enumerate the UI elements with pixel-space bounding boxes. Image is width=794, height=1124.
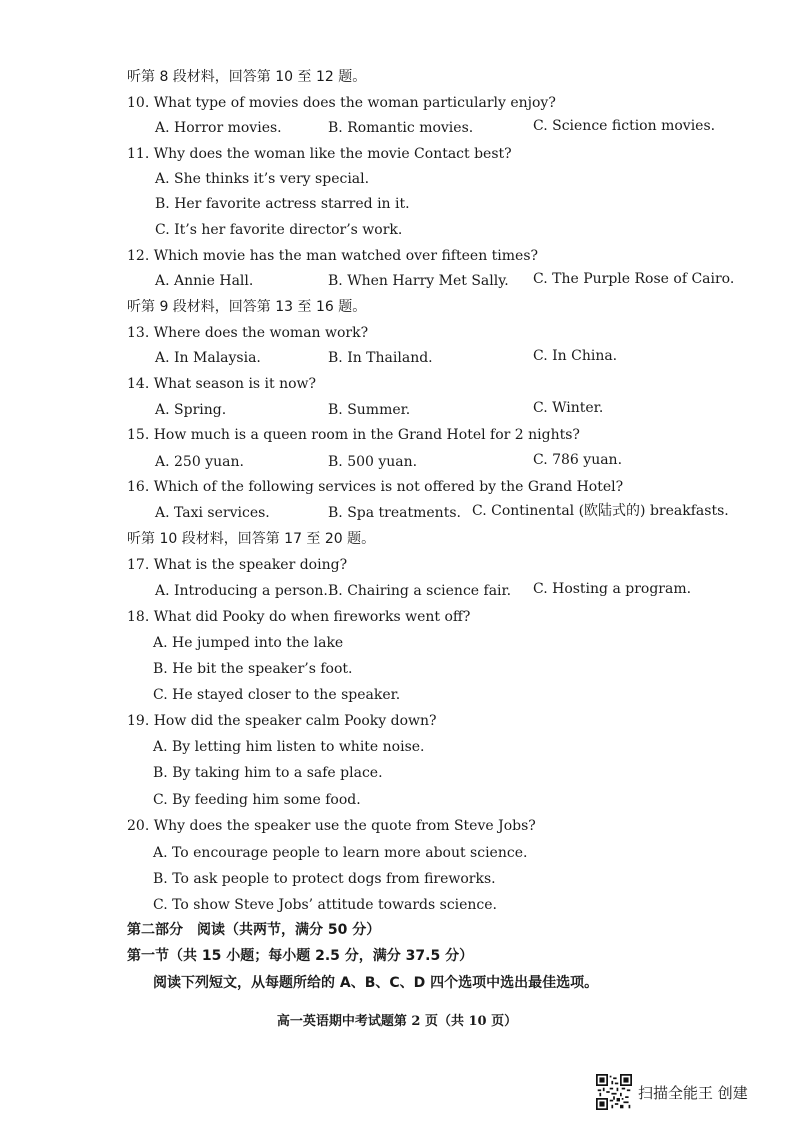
question-16-option-a: A. Taxi services. <box>155 505 270 521</box>
question-12-option-a: A. Annie Hall. <box>155 273 254 289</box>
question-11-stem: 11. Why does the woman like the movie Contact best? <box>127 146 512 162</box>
question-13-option-c: C. In China. <box>533 348 618 364</box>
question-17-option-a: A. Introducing a person. <box>155 583 328 599</box>
question-18-option-c: C. He stayed closer to the speaker. <box>153 687 401 703</box>
question-13-option-a: A. In Malaysia. <box>155 350 261 366</box>
question-12-option-b: B. When Harry Met Sally. <box>328 273 509 289</box>
question-20-stem: 20. Why does the speaker use the quote from Steve Jobs? <box>127 818 536 834</box>
question-15-stem: 15. How much is a queen room in the Grand Hotel for 2 nights? <box>127 427 580 443</box>
qr-code-icon <box>596 1074 632 1110</box>
section-one-heading: 第一节（共 15 小题；每小题 2.5 分，满分 37.5 分） <box>127 948 474 964</box>
question-10-stem: 10. What type of movies does the woman particularly enjoy? <box>127 95 556 111</box>
question-17-option-b: B. Chairing a science fair. <box>328 583 512 599</box>
question-15-option-a: A. 250 yuan. <box>155 454 244 470</box>
question-15-option-b: B. 500 yuan. <box>328 454 418 470</box>
scanner-label: 扫描全能王 创建 <box>638 1083 748 1102</box>
question-18-option-b: B. He bit the speaker’s foot. <box>153 661 353 677</box>
question-18-stem: 18. What did Pooky do when fireworks went off? <box>127 609 471 625</box>
question-17-option-c: C. Hosting a program. <box>533 581 692 597</box>
question-14-option-c: C. Winter. <box>533 400 604 416</box>
question-13-stem: 13. Where does the woman work? <box>127 325 369 341</box>
question-19-option-a: A. By letting him listen to white noise. <box>153 739 425 755</box>
question-10-option-c: C. Science fiction movies. <box>533 118 716 134</box>
question-14-option-a: A. Spring. <box>155 402 227 418</box>
question-11-option-b: B. Her favorite actress starred in it. <box>155 196 410 212</box>
question-20-option-b: B. To ask people to protect dogs from fireworks. <box>153 871 496 887</box>
question-16-option-c: C. Continental (欧陆式的) breakfasts. <box>472 503 729 519</box>
listening-section-9-header: 听第 9 段材料，回答第 13 至 16 题。 <box>127 299 367 315</box>
question-20-option-c: C. To show Steve Jobs’ attitude towards science. <box>153 897 498 913</box>
question-15-option-c: C. 786 yuan. <box>533 452 623 468</box>
question-18-option-a: A. He jumped into the lake <box>153 635 344 651</box>
question-13-option-b: B. In Thailand. <box>328 350 433 366</box>
question-16-option-b: B. Spa treatments. <box>328 505 461 521</box>
question-16-stem: 16. Which of the following services is not offered by the Grand Hotel? <box>127 479 624 495</box>
question-10-option-a: A. Horror movies. <box>155 120 282 136</box>
question-14-stem: 14. What season is it now? <box>127 376 317 392</box>
question-10-option-b: B. Romantic movies. <box>328 120 474 136</box>
listening-section-10-header: 听第 10 段材料，回答第 17 至 20 题。 <box>127 531 376 547</box>
question-11-option-a: A. She thinks it’s very special. <box>155 171 370 187</box>
page-footer: 高一英语期中考试题第 2 页（共 10 页） <box>276 1014 518 1029</box>
part-two-heading: 第二部分 阅读（共两节，满分 50 分） <box>127 922 381 938</box>
listening-section-8-header: 听第 8 段材料，回答第 10 至 12 题。 <box>127 69 367 85</box>
question-12-option-c: C. The Purple Rose of Cairo. <box>533 271 735 287</box>
question-19-option-c: C. By feeding him some food. <box>153 792 361 808</box>
reading-instruction: 阅读下列短文，从每题所给的 A、B、C、D 四个选项中选出最佳选项。 <box>153 975 599 991</box>
question-19-stem: 19. How did the speaker calm Pooky down? <box>127 713 437 729</box>
question-19-option-b: B. By taking him to a safe place. <box>153 765 383 781</box>
question-14-option-b: B. Summer. <box>328 402 411 418</box>
question-20-option-a: A. To encourage people to learn more about science. <box>153 845 528 861</box>
question-17-stem: 17. What is the speaker doing? <box>127 557 348 573</box>
question-11-option-c: C. It’s her favorite director’s work. <box>155 222 403 238</box>
question-12-stem: 12. Which movie has the man watched over fifteen times? <box>127 248 539 264</box>
scanner-watermark <box>596 1074 748 1110</box>
